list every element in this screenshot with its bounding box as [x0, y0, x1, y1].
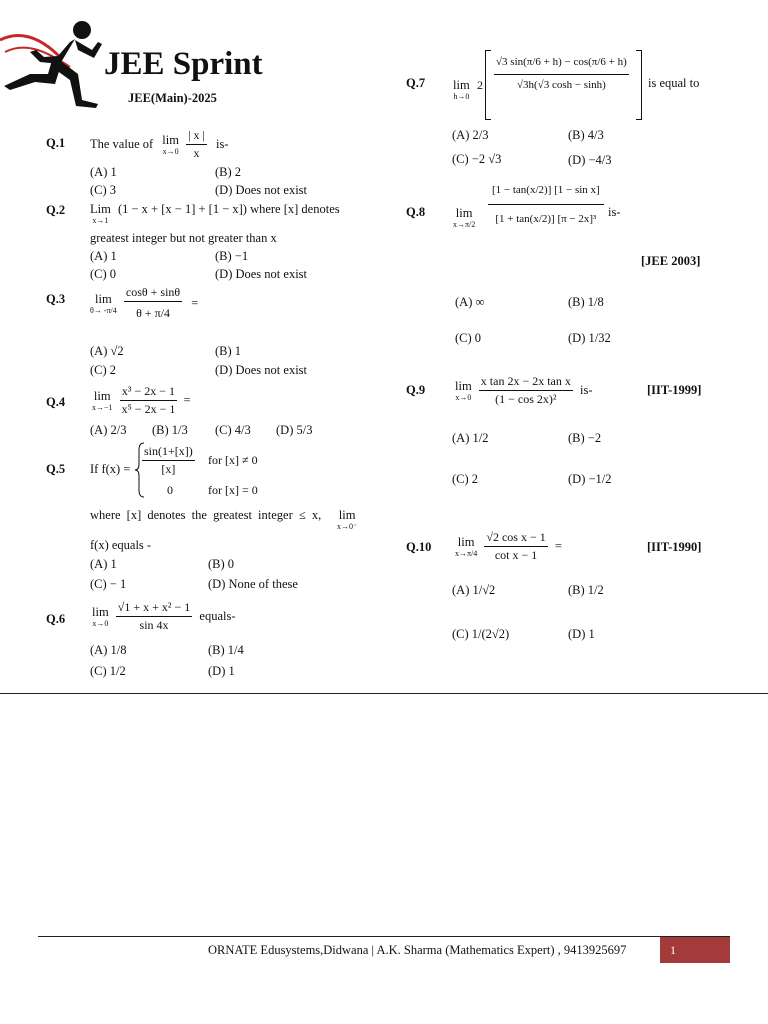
piecewise-case-1-condition: for [x] ≠ 0: [208, 453, 258, 467]
question-text: [92, 384, 191, 417]
option-c: (C) 2: [90, 363, 117, 377]
limit-operator: [90, 292, 117, 315]
question-body-continued: f(x) equals -: [90, 538, 152, 552]
page-title: JEE Sprint: [104, 46, 263, 82]
denominator: cot x − 1: [494, 548, 538, 562]
option-c: (C) 3: [90, 183, 117, 197]
option-b: (B) 1: [215, 344, 242, 358]
option-c: (C) 2: [452, 472, 479, 486]
question-text: [90, 285, 198, 321]
numerator: | x |: [186, 128, 207, 145]
option-a: (A) ∞: [455, 295, 485, 309]
source-tag: [IIT-1990]: [647, 540, 702, 554]
footer-rule: [38, 936, 730, 937]
question-body: where [x] denotes the greatest integer ≤ x,: [90, 508, 322, 522]
limit-label: lim: [92, 605, 109, 619]
option-d: (D) Does not exist: [215, 183, 307, 197]
denominator: sin 4x: [139, 618, 169, 632]
question-prefix: The value of: [90, 137, 154, 151]
option-a: (A) 1/√2: [452, 583, 496, 597]
option-a: (A) 1: [90, 557, 117, 571]
option-d: (D) 1: [208, 664, 235, 678]
option-b: (B) −1: [215, 249, 249, 263]
option-d: (D) 5/3: [276, 423, 313, 437]
question-suffix: =: [191, 295, 199, 310]
question-number: Q.5: [46, 462, 66, 476]
question-suffix: is-: [216, 137, 229, 151]
question-number: Q.4: [46, 395, 66, 409]
option-c: (C) 0: [90, 267, 117, 281]
question-suffix: is equal to: [648, 76, 700, 90]
limit-operator: [337, 508, 357, 531]
fraction: [479, 374, 573, 407]
numerator: sin(1+[x]): [142, 444, 195, 461]
limit-operator: [92, 389, 113, 412]
question-number: Q.7: [406, 76, 426, 90]
question-body-continued: greatest integer but not greater than x: [90, 231, 277, 245]
option-d: (D) −4/3: [568, 153, 612, 167]
option-a: (A) √2: [90, 344, 124, 358]
numerator: x³ − 2x − 1: [120, 384, 177, 401]
limit-subscript: x→π/4: [455, 549, 478, 558]
question-number: Q.10: [406, 540, 432, 554]
limit-operator: [455, 535, 477, 558]
question-prefix: If f(x) =: [90, 462, 131, 476]
limit-operator: [455, 379, 472, 402]
limit-label: Lim: [90, 202, 111, 216]
question-number: Q.2: [46, 203, 66, 217]
limit-subscript: x→1: [92, 216, 109, 225]
source-tag: [IIT-1999]: [647, 383, 702, 397]
piecewise-case-2-value: 0: [167, 483, 173, 497]
option-d: (D) Does not exist: [215, 267, 307, 281]
option-a: (A) 2/3: [90, 423, 127, 437]
numerator: cosθ + sinθ: [124, 285, 182, 302]
denominator: [x]: [161, 462, 176, 476]
question-suffix: is-: [608, 205, 621, 219]
option-b: (B) 0: [208, 557, 235, 571]
denominator: x⁵ − 2x − 1: [121, 402, 176, 416]
numerator: √1 + x + x² − 1: [116, 600, 193, 617]
bracket-left: [485, 50, 491, 120]
numerator: √2 cos x − 1: [484, 530, 547, 547]
page-subtitle: JEE(Main)-2025: [128, 91, 217, 105]
question-text: [455, 530, 562, 563]
option-d: (D) Does not exist: [215, 363, 307, 377]
limit-label: lim: [338, 508, 356, 522]
limit-operator: [90, 202, 111, 225]
source-tag: [JEE 2003]: [641, 254, 701, 268]
option-b: (B) 1/8: [568, 295, 604, 309]
piecewise-case-1-fraction: [142, 444, 195, 477]
option-a: (A) 1/8: [90, 643, 127, 657]
limit-label: lim: [455, 379, 472, 393]
option-d: (D) None of these: [208, 577, 298, 591]
limit-subscript: x→0: [162, 147, 179, 156]
limit-operator: [162, 133, 179, 156]
limit-label: lim: [457, 535, 475, 549]
limit-operator: [453, 206, 475, 229]
option-a: (A) 1/2: [452, 431, 489, 445]
coefficient: 2: [477, 78, 483, 92]
fraction: [124, 285, 182, 321]
denominator: (1 − cos 2x)²: [495, 392, 557, 406]
option-b: (B) 1/3: [152, 423, 188, 437]
fraction: [120, 384, 178, 417]
question-text: [90, 202, 340, 225]
limit-subscript: x→−1: [92, 403, 113, 412]
denominator: x: [193, 146, 200, 160]
fraction: [484, 530, 547, 563]
question-suffix: =: [554, 539, 562, 553]
limit-subscript: x→0⁻: [337, 522, 358, 531]
fraction: [186, 128, 207, 161]
limit-label: lim: [162, 133, 179, 147]
option-a: (A) 2/3: [452, 128, 489, 142]
piecewise-case-2-condition: for [x] = 0: [208, 483, 258, 497]
limit-operator: [453, 78, 470, 101]
question-suffix: equals-: [199, 609, 236, 623]
question-suffix: is-: [580, 383, 593, 397]
option-a: (A) 1: [90, 249, 117, 263]
denominator: θ + π/4: [136, 306, 170, 320]
option-d: (D) −1/2: [568, 472, 612, 486]
fraction: [488, 178, 604, 231]
limit-subscript: x→π/2: [453, 220, 476, 229]
question-number: Q.6: [46, 612, 66, 626]
bracket-right: [636, 50, 642, 120]
option-d: (D) 1: [568, 627, 595, 641]
option-b: (B) 4/3: [568, 128, 604, 142]
question-suffix: =: [183, 393, 191, 407]
question-body: (1 − x + [x − 1] + [1 − x]) where [x] denotes: [117, 202, 340, 216]
limit-label: lim: [93, 389, 111, 403]
question-text: [90, 128, 229, 161]
option-c: (C) −2 √3: [452, 152, 502, 166]
section-divider: [0, 693, 768, 694]
numerator: [1 − tan(x/2)] [1 − sin x]: [488, 178, 604, 205]
fraction: [116, 600, 193, 633]
option-b: (B) 1/4: [208, 643, 244, 657]
question-text: [455, 374, 593, 407]
option-b: (B) 2: [215, 165, 242, 179]
limit-label: lim: [453, 78, 470, 92]
option-c: (C) 1/2: [90, 664, 126, 678]
option-a: (A) 1: [90, 165, 117, 179]
option-d: (D) 1/32: [568, 331, 611, 345]
option-c: (C) 0: [455, 331, 482, 345]
question-number: Q.3: [46, 292, 66, 306]
denominator: √3h(√3 cosh − sinh): [516, 79, 606, 91]
option-c: (C) 4/3: [215, 423, 251, 437]
page-number: 1: [660, 937, 730, 963]
option-b: (B) −2: [568, 431, 602, 445]
option-b: (B) 1/2: [568, 583, 604, 597]
question-number: Q.8: [406, 205, 426, 219]
numerator: √3 sin(π/6 + h) − cos(π/6 + h): [494, 56, 629, 75]
option-c: (C) 1/(2√2): [452, 627, 510, 641]
question-text: [92, 600, 236, 633]
numerator: x tan 2x − 2x tan x: [479, 374, 573, 391]
option-c: (C) − 1: [90, 577, 127, 591]
question-number: Q.1: [46, 136, 66, 150]
limit-subscript: θ→ -π/4: [90, 305, 117, 315]
limit-label: lim: [95, 291, 112, 306]
question-number: Q.9: [406, 383, 426, 397]
footer-credit: ORNATE Edusystems,Didwana | A.K. Sharma (Mathematics Expert) , 9413925697: [208, 943, 627, 957]
denominator: [1 + tan(x/2)] [π − 2x]³: [495, 213, 597, 225]
limit-operator: [92, 605, 109, 628]
limit-subscript: x→0: [455, 393, 472, 402]
limit-subscript: x→0: [92, 619, 109, 628]
limit-subscript: h→0: [453, 92, 470, 101]
runner-logo: [0, 12, 110, 112]
limit-label: lim: [455, 206, 473, 220]
fraction: [494, 56, 629, 91]
